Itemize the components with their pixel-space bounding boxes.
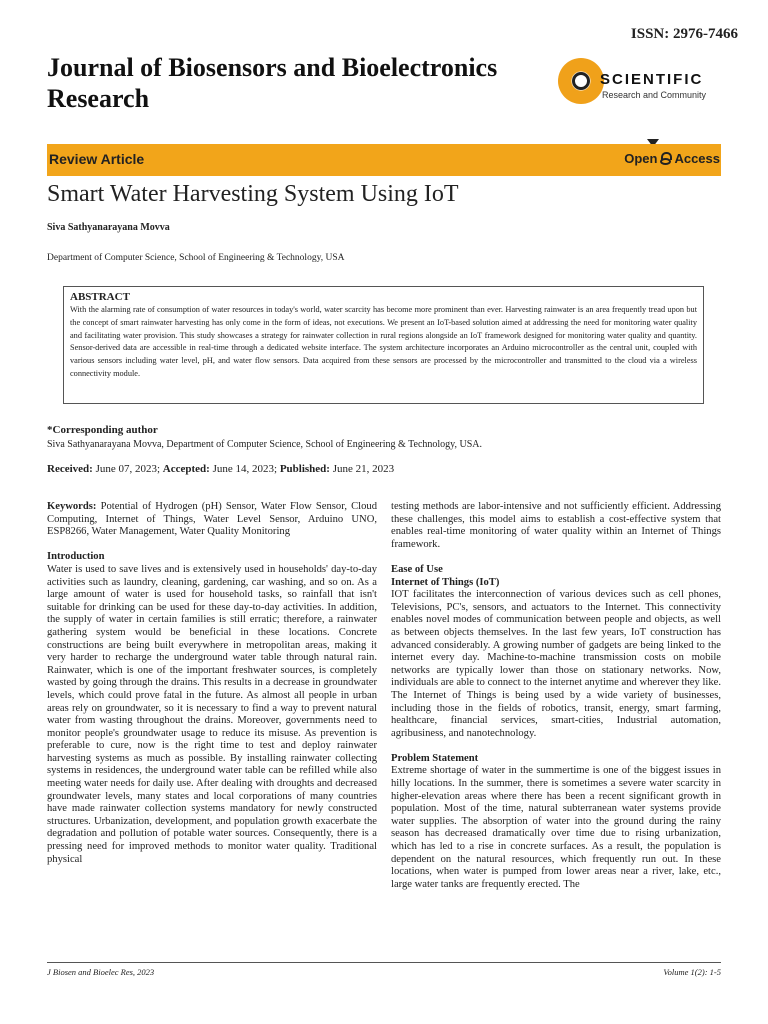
- keywords-label: Keywords:: [47, 501, 97, 512]
- article-type-banner: [47, 144, 721, 176]
- left-column: [47, 501, 377, 866]
- article-title: Smart Water Harvesting System Using IoT: [47, 181, 459, 207]
- journal-title: Journal of Biosensors and Bioelectronics Research: [47, 53, 498, 113]
- abstract-heading: ABSTRACT: [70, 291, 130, 303]
- problem-statement-text: Extreme shortage of water in the summertime is one of the biggest issues in hilly locations. In the summer, there is sometimes a severe water scarcity in higher-elevation areas where there has been a recent significant growth in population. Most of the time, natural subterranean water systems provide water supplies. The absorption of water into the ground during the rainy season has decreased dramatically over time due to rising urbanization, which has led to a rise in concrete surfaces. As a result, the population is dependent on the natural resources, which frequently run out. In these locations, when water is pumped from lower areas near a river, lake, etc., large water tanks are frequently erected. The: [391, 765, 721, 890]
- open-lock-icon: [660, 152, 671, 165]
- accepted-label: Accepted:: [162, 463, 210, 475]
- issn: ISSN: 2976-7466: [630, 26, 738, 42]
- accepted-date: June 14, 2023;: [212, 463, 278, 475]
- published-date: June 21, 2023: [332, 463, 395, 475]
- corresponding-text: Siva Sathyanarayana Movva, Department of Computer Science, School of Engineering & Technology, USA.: [47, 439, 483, 450]
- ease-of-use-heading: Ease of Use: [391, 563, 443, 575]
- author: Siva Sathyanarayana Movva: [47, 222, 170, 233]
- logo-subtitle: Research and Community: [602, 90, 707, 100]
- iot-heading: Internet of Things (IoT): [391, 576, 500, 588]
- open-access-badge: [624, 151, 720, 166]
- logo-name: SCIENTIFIC: [600, 71, 704, 88]
- footer-citation: J Biosen and Bioelec Res, 2023: [47, 967, 155, 977]
- affiliation: Department of Computer Science, School of Engineering & Technology, USA: [47, 253, 345, 263]
- abstract-text: With the alarming rate of consumption of water resources in today's world, water scarcity has become more prominent than ever. Harvesting rainwater is an area frequently tread upon but the concept of smart rainwater harvesting has only come in the form of ideas, not executions. We present an IoT-based solution aimed at addressing the need for monitoring water quality and facilitating water provision. This study showcases a strategy for rainwater collection in rural regions alongside an IoT framework designed for monitoring water quality and quantity. Sensor-derived data are accessible in real-time through a dedicated website interface. The system architecture incorporates an Arduino microcontroller as the central unit, coupled with various sensors including water level, pH, and water flow sensors. Data acquired from these sensors are processed by the microcontroller and transmitted to the cloud via a wireless connectivity module.: [70, 305, 697, 378]
- keywords-text: Potential of Hydrogen (pH) Sensor, Water Flow Sensor, Cloud Computing, Internet of Things, Water Level Sensor, Arduino UNO, ESP8266, Water Management, Water Quality Monitoring: [47, 501, 377, 538]
- introduction-heading: Introduction: [47, 551, 105, 563]
- iot-text: IOT facilitates the interconnection of various devices such as cell phones, Televisions, PC's, sensors, and actuators to the Internet. This connectivity enables novel modes of communication between people and objects, as well as between objects themselves. In the last few years, IoT construction has advanced considerably. A growing number of gadgets are being linked to the internet every day. Machine-to-machine transmission costs on mobile networks are typically lower than those on stationary networks. Now, individuals are able to connect to the internet anytime and wherever they like. The Internet of Things is being used by a wide variety of businesses, including those in the fields of robotics, transit, energy, smart farming, healthcare, financial services, smart-cities, Industrial automation, agribusiness, and nanotechnology.: [391, 589, 721, 739]
- received-label: Received:: [47, 463, 93, 475]
- footer-divider: [47, 962, 721, 963]
- open-access-label-access: Access: [674, 151, 720, 166]
- right-column: [391, 501, 721, 891]
- received-date: June 07, 2023;: [95, 463, 161, 475]
- article-type: Review Article: [49, 151, 145, 167]
- problem-statement-heading: Problem Statement: [391, 752, 479, 764]
- dates-line: [47, 463, 394, 475]
- footer-volume: Volume 1(2): 1-5: [663, 967, 721, 977]
- published-label: Published:: [279, 463, 330, 475]
- continued-text: testing methods are labor-intensive and not sufficiently efficient. Addressing these challenges, this model aims to establish a cost-effective system that enables real-time monitoring of water quality within an Internet of Things framework.: [391, 501, 721, 550]
- publisher-logo: [556, 56, 726, 110]
- keywords: [47, 501, 377, 539]
- logo-icon: [558, 58, 604, 104]
- open-access-label-open: Open: [624, 151, 658, 166]
- introduction-text: Water is used to save lives and is extensively used in households' day-to-day activities such as laundry, cleaning, gardening, car washing, and so on. As a large amount of water is used for household tasks, so rainfall that isn't suitable for drinking can be used for these day-to-day activities. In addition, the supply of water in certain families is still erratic; therefore, a rainwater gathering system would be beneficial in these locations. Concrete constructions are being built everywhere in metropolitan areas, making it very harder to recharge the underground water table through natural rain. Rainwater, which is one of the important freshwater sources, is completely wasted by going through the drains. This results in a decrease in groundwater levels, which could prove fatal in the future. As almost all people in urban areas rely on groundwater, so it is necessary to find a way to prevent natural water from wasting throughout the drains. Moreover, governments need to monitor people's groundwater usage to reduce its misuse. As prevention is preferable to cure, now is the right time to test and deploy rainwater harvesting systems as much as possible. By installing rainwater collecting systems in residences, the underground water table can be refilled while also meeting water needs for daily use. After dealing with droughts and decreased groundwater levels, many states and local corporations of many countries have made rainwater collection systems mandatory for newly constructed structures. Urbanization, development, and population growth exacerbate the degradation and pollution of potable water sources. Consequently, there is a pressing need for improved methods to monitor water quality. Traditional physical: [47, 563, 377, 865]
- abstract-box: [63, 286, 704, 404]
- corresponding-heading: *Corresponding author: [47, 424, 158, 436]
